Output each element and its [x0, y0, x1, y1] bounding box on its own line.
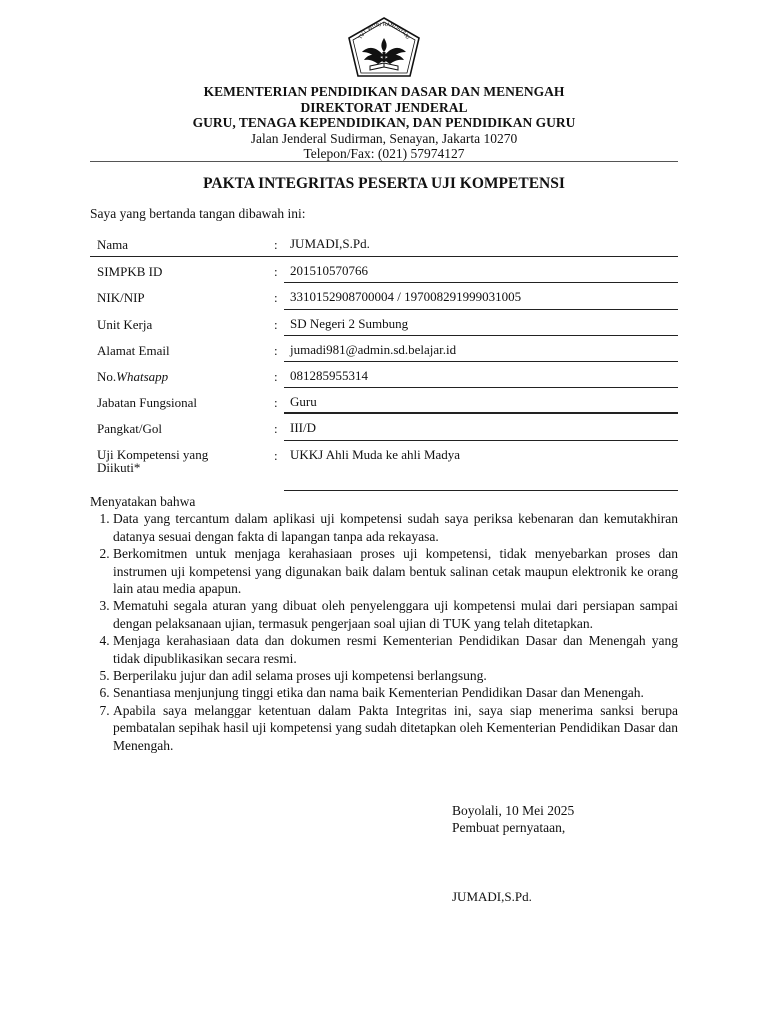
statement-list	[90, 510, 678, 754]
field-label: Uji Kompetensi yang Diikuti*	[97, 446, 209, 475]
field-colon: :	[274, 342, 278, 358]
letterhead	[90, 84, 678, 162]
field-label: Jabatan Fungsional	[97, 395, 198, 411]
field-underline	[284, 490, 678, 491]
field-label: Unit Kerja	[97, 316, 153, 332]
field-row-whatsapp	[90, 362, 678, 388]
field-row-nama	[90, 230, 678, 256]
field-value: 201510570766	[290, 263, 368, 279]
field-value: 081285955314	[290, 367, 368, 383]
signer-name: JUMADI,S.Pd.	[452, 889, 532, 904]
statement-item: 1. Data yang tercantum dalam aplikasi uji kompetensi sudah saya periksa kebenaran dan kemutakhiran datanya sesuai dengan fakta di lapangan tanpa ada rekayasa.	[113, 510, 678, 545]
field-value: III/D	[290, 420, 316, 436]
signer-role: Pembuat pernyataan,	[452, 820, 566, 835]
field-row-pangkat	[90, 414, 678, 440]
field-value: jumadi981@admin.sd.belajar.id	[290, 341, 457, 357]
field-value: 3310152908700004 / 197008291999031005	[290, 289, 522, 305]
letterhead-phone: Telepon/Fax: (021) 57974127	[303, 146, 465, 161]
ministry-name: KEMENTERIAN PENDIDIKAN DASAR DAN MENENGAH	[203, 84, 565, 99]
ministry-logo-icon	[346, 16, 422, 80]
logo-motto: TUT WURI HANDAYANI	[357, 21, 411, 41]
statement-item: 5. Berperilaku jujur dan adil selama proses uji kompetensi berlangsung.	[113, 667, 678, 684]
directorate-name: DIREKTORAT JENDERAL	[300, 99, 468, 115]
document-title: PAKTA INTEGRITAS PESERTA UJI KOMPETENSI	[203, 175, 565, 192]
field-row-jabatan	[90, 388, 678, 414]
statement-item: 4. Menjaga kerahasiaan data dan dokumen resmi Kementerian Pendidikan Dasar dan Menengah yang tidak dipublikasikan secara resmi.	[113, 632, 678, 667]
field-row-unit-kerja	[90, 310, 678, 336]
statement-item: 7. Apabila saya melanggar ketentuan dalam Pakta Integritas ini, saya siap menerima sanksi berupa pembatalan sepihak hasil uji kompetensi yang sudah ditetapkan oleh Kementerian Pendidikan Dasar dan Menengah.	[113, 702, 678, 754]
letterhead-address: Jalan Jenderal Sudirman, Senayan, Jakarta 10270	[250, 130, 518, 146]
statement-item: 2. Berkomitmen untuk menjaga kerahasiaan proses uji kompetensi, tidak menyebarkan proses dan instrumen uji kompetensi yang digunakan baik dalam bentuk salinan cetak maupun elektronik ke orang lain atau media apapun.	[113, 545, 678, 597]
field-label-prefix: No.	[97, 368, 117, 384]
field-label-italic: Whatsapp	[116, 368, 169, 384]
field-label: Pangkat/Gol	[97, 421, 162, 437]
field-value: JUMADI,S.Pd.	[290, 236, 370, 251]
field-row-uji-kompetensi	[90, 441, 678, 491]
field-colon: :	[274, 368, 278, 384]
field-colon: :	[274, 421, 278, 437]
field-row-nik	[90, 283, 678, 309]
place-date: Boyolali, 10 Mei 2025	[452, 803, 575, 818]
field-colon: :	[274, 447, 278, 463]
signature-block	[452, 802, 574, 836]
identity-fields	[90, 230, 678, 491]
statement-intro: Menyatakan bahwa	[90, 494, 196, 509]
statement-section	[90, 493, 678, 754]
field-colon: :	[274, 237, 278, 252]
field-row-simpkb	[90, 256, 678, 283]
intro-text: Saya yang bertanda tangan dibawah ini:	[90, 206, 306, 221]
field-value: UKKJ Ahli Muda ke ahli Madya	[290, 446, 461, 462]
field-value: SD Negeri 2 Sumbung	[290, 315, 409, 331]
field-colon: :	[274, 316, 278, 332]
field-label: SIMPKB ID	[97, 264, 163, 280]
field-colon: :	[274, 395, 278, 411]
field-value: Guru	[290, 394, 317, 410]
field-label: NIK/NIP	[97, 290, 145, 306]
letterhead-divider	[90, 161, 678, 162]
field-row-email	[90, 336, 678, 362]
field-label	[97, 369, 168, 385]
field-colon: :	[274, 290, 278, 306]
directorate-division: GURU, TENAGA KEPENDIDIKAN, DAN PENDIDIKAN GURU	[192, 115, 576, 130]
field-label: Nama	[97, 237, 129, 252]
field-colon: :	[274, 264, 278, 280]
statement-item: 3. Mematuhi segala aturan yang dibuat oleh penyelenggara uji kompetensi mulai dari persiapan sampai dengan pelaksanaan ujian, termasuk pengerjaan soal ujian di TUK yang telah ditetapkan.	[113, 597, 678, 632]
statement-item: 6. Senantiasa menjunjung tinggi etika dan nama baik Kementerian Pendidikan Dasar dan Menengah.	[113, 684, 678, 701]
field-label: Alamat Email	[97, 342, 170, 358]
